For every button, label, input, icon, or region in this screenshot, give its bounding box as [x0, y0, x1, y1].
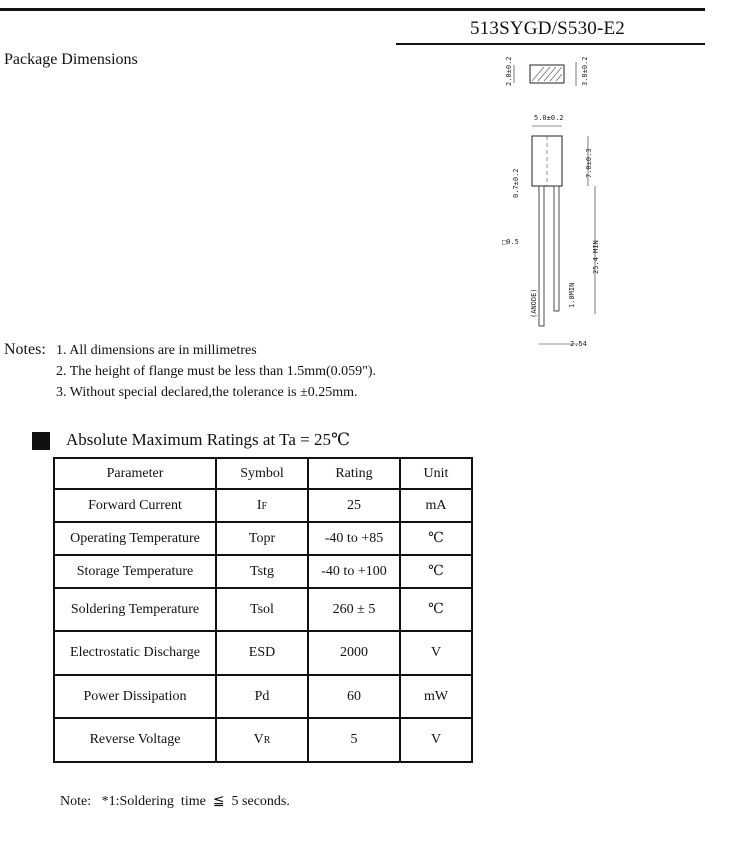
- cell-rating: 5: [308, 718, 400, 762]
- ratings-title: Absolute Maximum Ratings at Ta = 25℃: [66, 430, 350, 449]
- cell-unit: mA: [400, 489, 472, 522]
- lens-top-view: [530, 65, 564, 83]
- cell-symbol: ESD: [216, 631, 308, 675]
- cell-parameter: Soldering Temperature: [54, 588, 216, 631]
- cell-rating: 25: [308, 489, 400, 522]
- cell-parameter: Forward Current: [54, 489, 216, 522]
- table-row: [54, 588, 472, 631]
- cell-unit: ℃: [400, 588, 472, 631]
- lead-cathode: [554, 186, 559, 311]
- cell-parameter: Operating Temperature: [54, 522, 216, 555]
- header-parameter: Parameter: [54, 458, 216, 489]
- cell-parameter: Power Dissipation: [54, 675, 216, 718]
- table-row: [54, 555, 472, 588]
- cell-rating: -40 to +100: [308, 555, 400, 588]
- header-symbol: Symbol: [216, 458, 308, 489]
- dim-lens-d1: 2.0±0.2: [505, 56, 513, 86]
- note-item: 2. The height of flange must be less than 1.5mm(0.059").: [56, 364, 377, 379]
- dim-lead-min: 1.0MIN: [568, 282, 576, 308]
- part-number: 513SYGD/S530-E2: [470, 18, 626, 39]
- cell-unit: V: [400, 718, 472, 762]
- cell-symbol: Topr: [216, 522, 308, 555]
- note-item: 3. Without special declared,the tolerance is ±0.25mm.: [56, 385, 358, 400]
- dim-lead-square: □0.5: [502, 238, 519, 246]
- cell-symbol: Tsol: [216, 588, 308, 631]
- cell-unit: mW: [400, 675, 472, 718]
- dim-lens-d2: 3.8±0.2: [581, 56, 589, 86]
- anode-label: (ANODE): [530, 288, 538, 318]
- dim-flange: 0.7±0.2: [512, 168, 520, 198]
- cell-rating: 60: [308, 675, 400, 718]
- section-bullet: [32, 432, 50, 450]
- cell-symbol: Pd: [216, 675, 308, 718]
- cell-symbol: Tstg: [216, 555, 308, 588]
- note-item: 1. All dimensions are in millimetres: [56, 343, 257, 358]
- cell-rating: 2000: [308, 631, 400, 675]
- cell-symbol: IF: [216, 489, 308, 522]
- notes-label: Notes:: [4, 341, 46, 358]
- table-row: [54, 522, 472, 555]
- cell-parameter: Electrostatic Discharge: [54, 631, 216, 675]
- cell-unit: ℃: [400, 555, 472, 588]
- package-dimensions-title: Package Dimensions: [4, 51, 138, 68]
- lead-anode: [539, 186, 544, 326]
- cell-rating: -40 to +85: [308, 522, 400, 555]
- table-row: [54, 631, 472, 675]
- footnote: Note: *1:Soldering time ≦ 5 seconds.: [60, 794, 290, 809]
- cell-parameter: Reverse Voltage: [54, 718, 216, 762]
- dim-body-height: 7.0±0.3: [585, 148, 593, 178]
- table-row: [54, 675, 472, 718]
- cell-rating: 260 ± 5: [308, 588, 400, 631]
- package-drawing: [490, 56, 620, 356]
- header-unit: Unit: [400, 458, 472, 489]
- cell-unit: ℃: [400, 522, 472, 555]
- dim-lead-pitch: 2.54: [570, 340, 587, 348]
- dim-lead-length: 25.4 MIN: [592, 240, 600, 274]
- cell-unit: V: [400, 631, 472, 675]
- header-rule: [0, 8, 705, 11]
- header-rating: Rating: [308, 458, 400, 489]
- table-row: [54, 489, 472, 522]
- cell-parameter: Storage Temperature: [54, 555, 216, 588]
- table-header-row: [54, 458, 472, 489]
- ratings-table: [53, 457, 473, 763]
- table-row: [54, 718, 472, 762]
- part-number-underline: [396, 43, 705, 45]
- cell-symbol: VR: [216, 718, 308, 762]
- dim-top-width: 5.0±0.2: [534, 114, 564, 122]
